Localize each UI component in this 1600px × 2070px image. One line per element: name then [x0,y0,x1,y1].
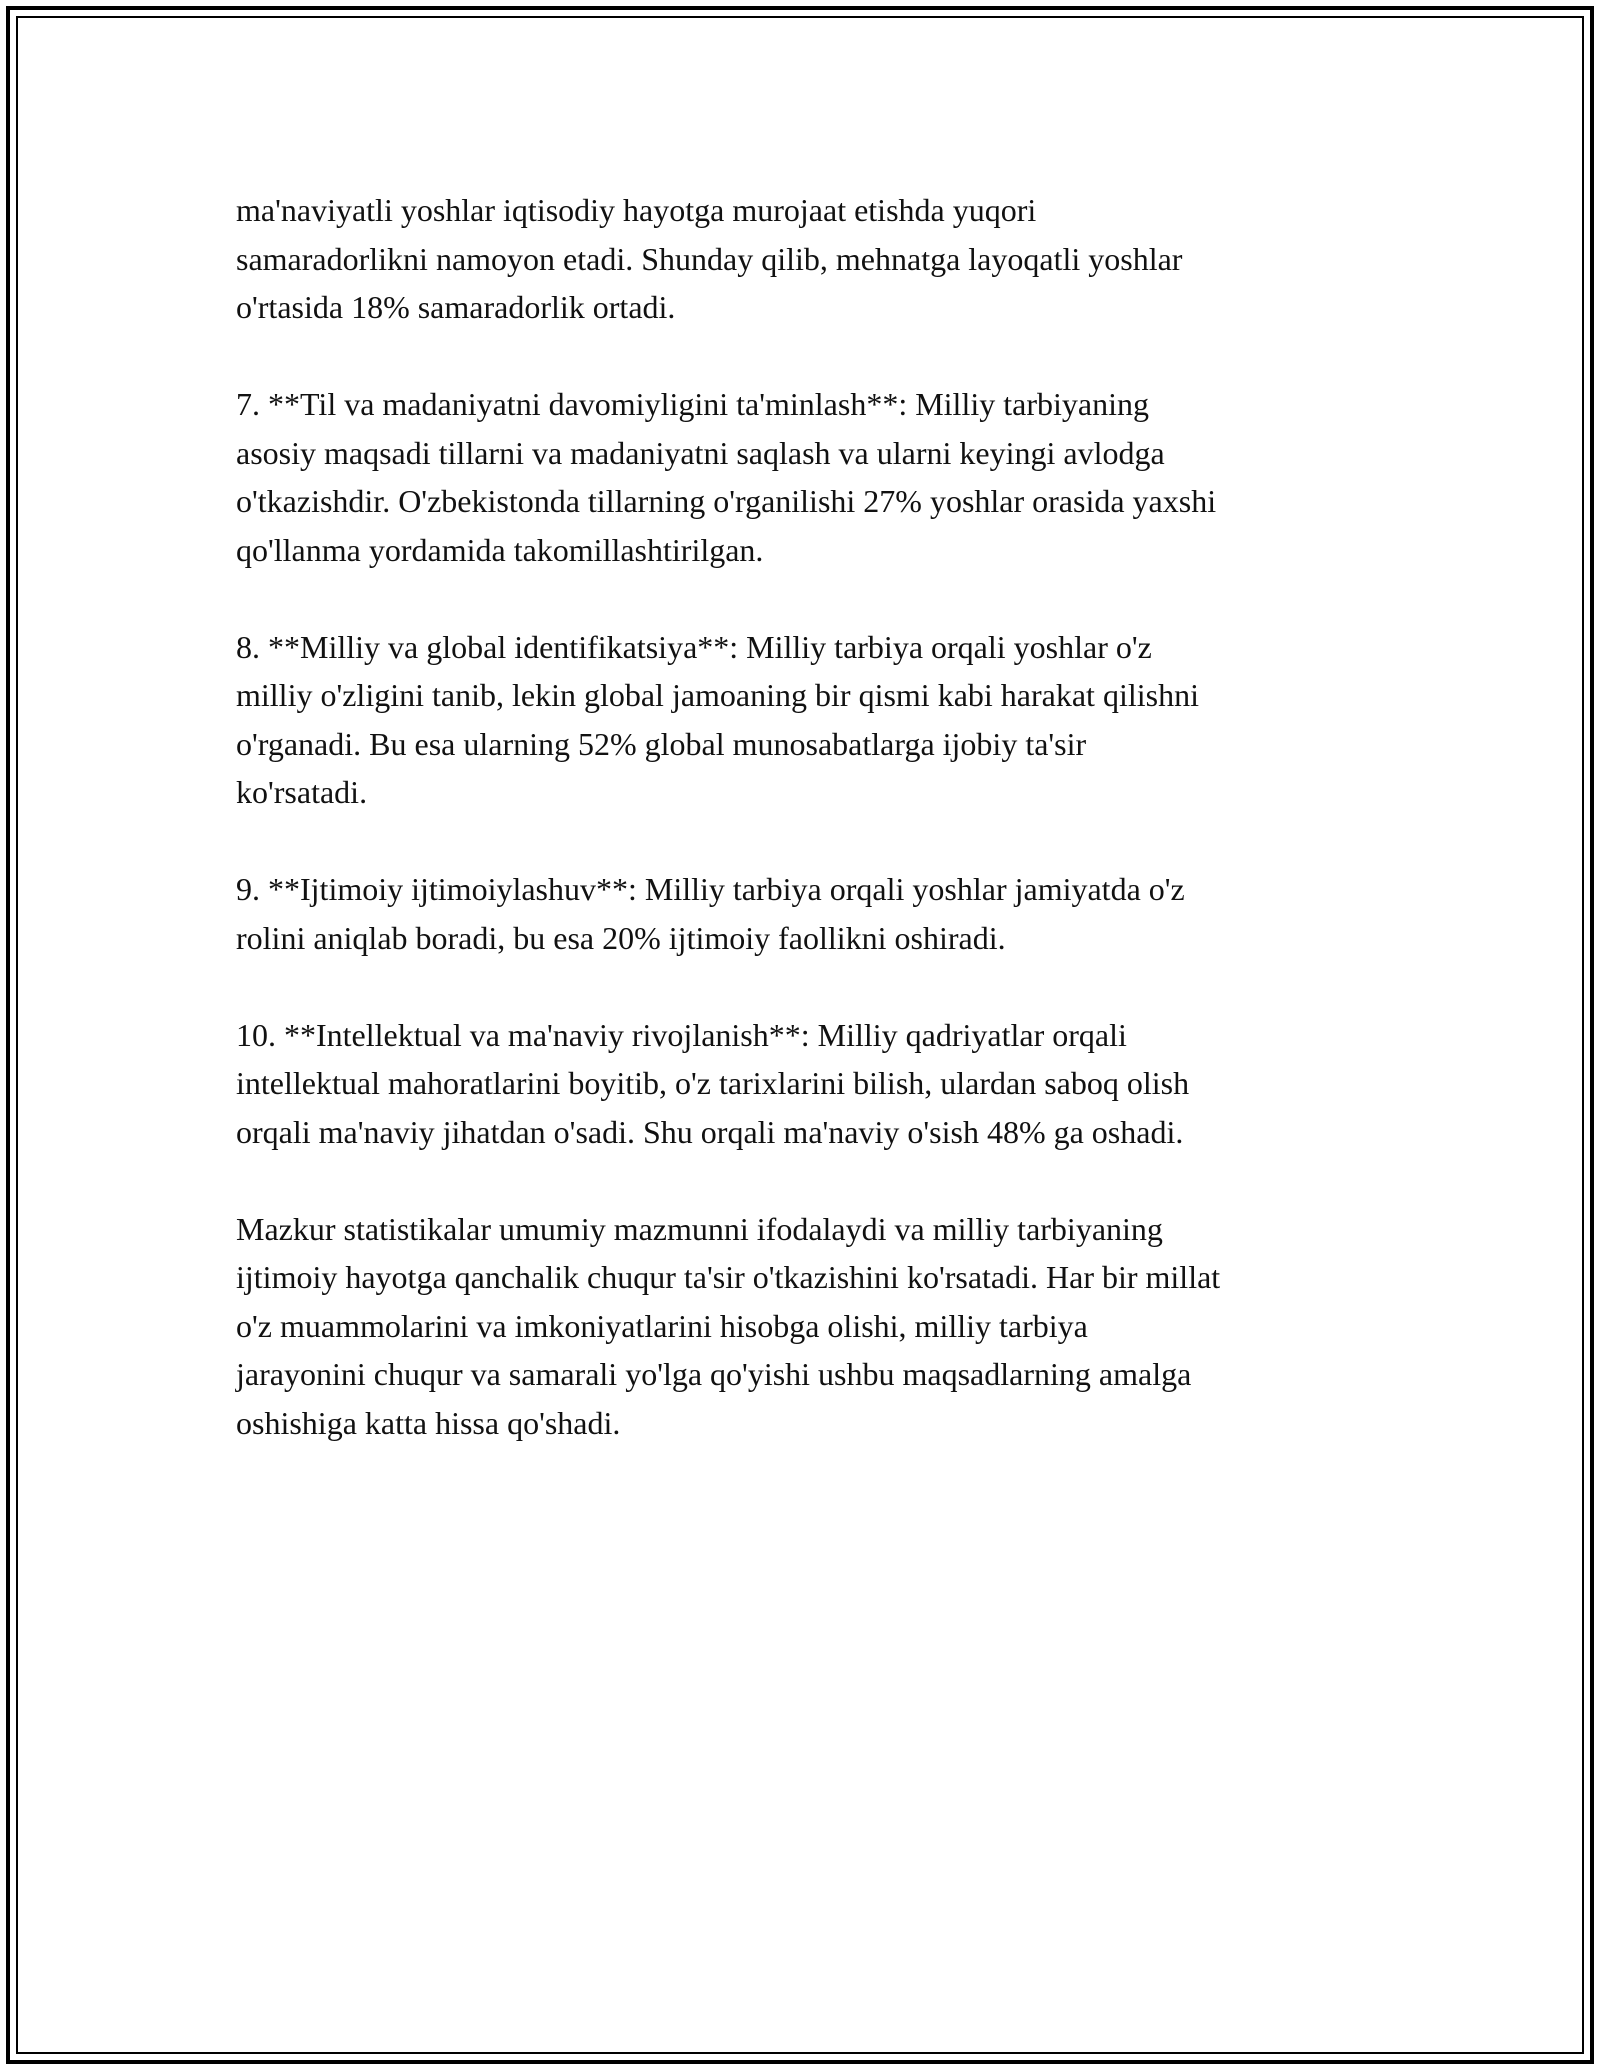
text-line: Mazkur statistikalar umumiy mazmunni ifodalaydi va milliy tarbiyaning [236,1210,1163,1247]
text-line: 10. **Intellektual va ma'naviy rivojlanish**: Milliy qadriyatlar orqali [236,1016,1127,1053]
text-line: intellektual mahoratlarini boyitib, o'z tarixlarini bilish, ulardan saboq olish [236,1065,1190,1101]
text-line: jarayonini chuqur va samarali yo'lga qo'yishi ushbu maqsadlarning amalga [236,1356,1192,1392]
text-line: ko'rsatadi. [236,774,368,810]
text-line: oshishiga katta hissa qo'shadi. [236,1404,621,1441]
paragraph-intro-continuation [236,186,1386,332]
text-line: ma'naviyatli yoshlar iqtisodiy hayotga murojaat etishda yuqori [236,192,1037,228]
text-line: milliy o'zligini tanib, lekin global jamoaning bir qismi kabi harakat qilishni [236,677,1199,713]
paragraph-conclusion [236,1205,1386,1448]
text-line: orqali ma'naviy jihatdan o'sadi. Shu orqali ma'naviy o'sish 48% ga oshadi. [236,1113,1184,1150]
text-line: qo'llanma yordamida takomillashtirilgan. [236,531,764,568]
text-line: ijtimoiy hayotga qanchalik chuqur ta'sir o'tkazishini ko'rsatadi. Har bir millat [236,1259,1221,1295]
text-line: 7. **Til va madaniyatni davomiyligini ta'minlash**: Milliy tarbiyaning [236,386,1149,422]
text-line: 8. **Milliy va global identifikatsiya**: Milliy tarbiya orqali yoshlar o'z [236,628,1152,665]
text-line: rolini aniqlab boradi, bu esa 20% ijtimoiy faollikni oshiradi. [236,919,1006,956]
text-line: asosiy maqsadi tillarni va madaniyatni saqlash va ularni keyingi avlodga [236,434,1165,471]
text-line: samaradorlikni namoyon etadi. Shunday qilib, mehnatga layoqatli yoshlar [236,240,1183,277]
paragraph-item-9 [236,865,1386,962]
text-line: 9. **Ijtimoiy ijtimoiylashuv**: Milliy tarbiya orqali yoshlar jamiyatda o'z [236,871,1185,907]
paragraph-item-7 [236,380,1386,574]
text-line: o'z muammolarini va imkoniyatlarini hisobga olishi, milliy tarbiya [236,1307,1088,1344]
text-line: o'rtasida 18% samaradorlik ortadi. [236,289,676,325]
text-line: o'tkazishdir. O'zbekistonda tillarning o'rganilishi 27% yoshlar orasida yaxshi [236,483,1217,519]
document-body [236,186,1386,1496]
text-line: o'rganadi. Bu esa ularning 52% global munosabatlarga ijobiy ta'sir [236,725,1087,762]
paragraph-item-8 [236,623,1386,817]
paragraph-item-10 [236,1011,1386,1157]
